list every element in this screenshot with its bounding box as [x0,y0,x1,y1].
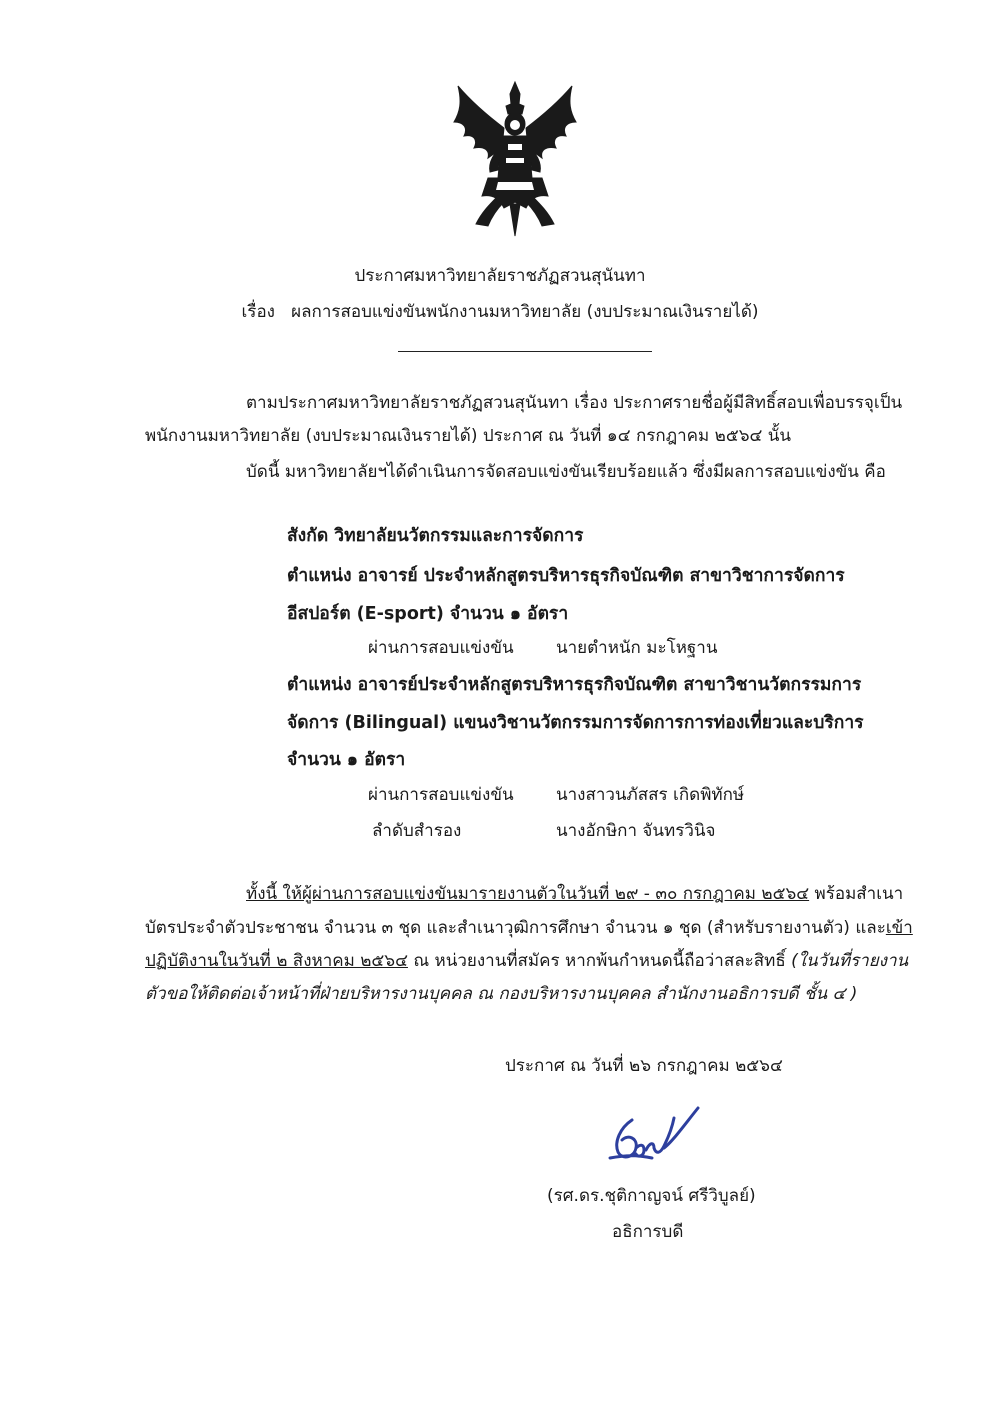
announcement-title: ประกาศมหาวิทยาลัยราชภัฏสวนสุนันทา [354,266,646,286]
instructions-text: พร้อมสำเนา [809,884,904,904]
result-label: ผ่านการสอบแข่งขัน [368,785,514,805]
result-name: นางสาวนภัสสร เกิดพิทักษ์ [556,785,745,805]
instructions-line-3 [145,947,908,974]
signature-icon [602,1098,714,1178]
position-2-line-1: ตำแหน่ง อาจารย์ประจำหลักสูตรบริหารธุรกิจบัณฑิต สาขาวิชานวัตกรรมการ [287,675,862,695]
result-label: ลำดับสำรอง [372,821,462,841]
announce-date: ประกาศ ณ วันที่ ๒๖ กรกฎาคม ๒๕๖๔ [505,1056,783,1076]
instructions-text: บัตรประจำตัวประชาชน จำนวน ๓ ชุด และสำเนาวุฒิการศึกษา จำนวน ๑ ชุด (สำหรับรายงานตัว) และ [145,918,886,938]
header-divider [398,351,652,352]
faculty-heading: สังกัด วิทยาลัยนวัตกรรมและการจัดการ [287,526,584,546]
instructions-line-1 [246,880,903,907]
intro-line-2: พนักงานมหาวิทยาลัย (งบประมาณเงินรายได้) ประกาศ ณ วันที่ ๑๔ กรกฎาคม ๒๕๖๔ นั้น [145,426,792,446]
start-work-underlined: เข้า [885,918,913,938]
result-name: นายตำหนัก มะโหฐาน [556,638,718,658]
signatory-name: (รศ.ดร.ชุติกาญจน์ ศรีวิบูลย์) [547,1186,756,1206]
garuda-emblem-icon [440,78,590,238]
subject-text: ผลการสอบแข่งขันพนักงานมหาวิทยาลัย (งบประมาณเงินรายได้) [291,302,759,322]
start-work-date-underlined: ปฏิบัติงานในวันที่ ๒ สิงหาคม ๒๕๖๔ [145,951,408,971]
report-dates-underlined: ทั้งนี้ ให้ผู้ผ่านการสอบแข่งขันมารายงานตัวในวันที่ ๒๙ - ๓๐ กรกฎาคม ๒๕๖๔ [246,884,810,904]
instructions-text: ณ หน่วยงานที่สมัคร หากพ้นกำหนดนี้ถือว่าสละสิทธิ์ [407,951,792,971]
position-1-line-2: อีสปอร์ต (E-sport) จำนวน ๑ อัตรา [287,604,569,624]
instructions-line-2 [145,914,913,941]
instructions-line-4: ตัวขอให้ติดต่อเจ้าหน้าที่ฝ่ายบริหารงานบุคคล ณ กองบริหารงานบุคคล สำนักงานอธิการบดี ชั้น ๔ ) [145,984,858,1004]
subject-label: เรื่อง [241,302,275,322]
position-2-line-3: จำนวน ๑ อัตรา [287,750,406,770]
result-label: ผ่านการสอบแข่งขัน [368,638,514,658]
intro-line-1: ตามประกาศมหาวิทยาลัยราชภัฏสวนสุนันทา เรื่อง ประกาศรายชื่อผู้มีสิทธิ์สอบเพื่อบรรจุเป็น [246,393,903,413]
result-name: นางอักษิกา จันทรวินิจ [556,821,716,841]
position-2-line-2: จัดการ (Bilingual) แขนงวิชานวัตกรรมการจัดการการท่องเที่ยวและบริการ [287,713,864,733]
signatory-position: อธิการบดี [612,1222,684,1242]
intro-line-3: บัดนี้ มหาวิทยาลัยฯได้ดำเนินการจัดสอบแข่งขันเรียบร้อยแล้ว ซึ่งมีผลการสอบแข่งขัน คือ [246,462,886,482]
announcement-subject-line [0,298,1000,325]
contact-note-italic: (ในวันที่รายงาน [791,951,909,971]
position-1-line-1: ตำแหน่ง อาจารย์ ประจำหลักสูตรบริหารธุรกิจบัณฑิต สาขาวิชาการจัดการ [287,566,845,586]
